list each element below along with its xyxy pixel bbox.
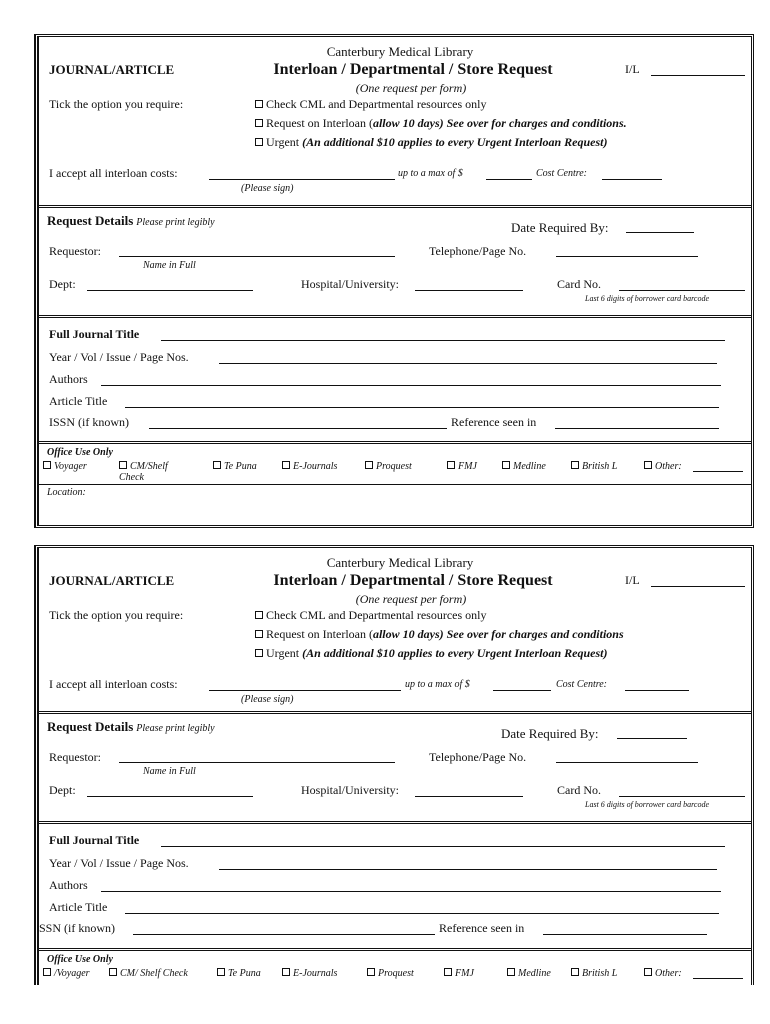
journal-section (39, 315, 751, 441)
cost-centre-field[interactable] (625, 690, 689, 691)
checkbox[interactable] (282, 461, 290, 469)
article-title-label: Article Title (49, 900, 108, 914)
checkbox[interactable] (255, 630, 263, 638)
authors-field[interactable] (101, 385, 721, 386)
year-vol-field[interactable] (219, 363, 717, 364)
office-te-puna[interactable]: Te Puna (217, 968, 261, 979)
option-check-cml[interactable]: Check CML and Departmental resources only (255, 98, 487, 110)
office-other-field[interactable] (693, 978, 743, 979)
reference-label: Reference seen in (451, 415, 537, 429)
office-use-section (39, 948, 751, 988)
issn-label: SSN (if known) (39, 921, 116, 935)
card-no-field[interactable] (619, 290, 745, 291)
checkbox[interactable] (644, 461, 652, 469)
full-journal-title-label: Full Journal Title (49, 327, 140, 341)
tick-label: Tick the option you require: (49, 97, 184, 111)
office-medline[interactable]: Medline (507, 968, 551, 979)
dept-label: Dept: (49, 783, 76, 797)
checkbox[interactable] (255, 100, 263, 108)
hospital-label: Hospital/University: (301, 277, 399, 291)
card-no-field[interactable] (619, 796, 745, 797)
form-header (39, 548, 751, 718)
office-proquest[interactable]: Proquest (365, 461, 412, 472)
request-details-section (39, 205, 751, 315)
card-no-label: Card No. (557, 277, 601, 291)
library-name: Canterbury Medical Library (326, 555, 474, 570)
option-check-cml[interactable]: Check CML and Departmental resources only (255, 609, 487, 621)
year-vol-field[interactable] (219, 869, 717, 870)
cost-centre-field[interactable] (602, 179, 662, 180)
option-urgent[interactable]: Urgent (An additional $10 applies to every Urgent Interloan Request) (255, 136, 607, 148)
hospital-label: Hospital/University: (301, 783, 399, 797)
one-request-note: (One request per form) (355, 592, 467, 606)
signature-field[interactable] (209, 690, 401, 691)
telephone-label: Telephone/Page No. (429, 244, 527, 258)
checkbox[interactable] (571, 968, 579, 976)
il-field[interactable] (651, 75, 745, 76)
office-ejournals[interactable]: E-Journals (282, 461, 337, 472)
il-label: I/L (625, 62, 640, 76)
full-journal-title-field[interactable] (161, 340, 725, 341)
reference-field[interactable] (555, 428, 719, 429)
journal-article-label: JOURNAL/ARTICLE (49, 62, 175, 77)
date-required-field[interactable] (626, 232, 694, 233)
telephone-field[interactable] (556, 762, 698, 763)
please-sign-note: (Please sign) (241, 694, 294, 705)
form-header (39, 37, 751, 207)
telephone-field[interactable] (556, 256, 698, 257)
checkbox[interactable] (444, 968, 452, 976)
date-required-label: Date Required By: (501, 726, 599, 741)
request-details-section (39, 711, 751, 821)
library-name: Canterbury Medical Library (326, 44, 474, 59)
date-required-field[interactable] (617, 738, 687, 739)
checkbox[interactable] (255, 119, 263, 127)
checkbox[interactable] (255, 649, 263, 657)
telephone-label: Telephone/Page No. (429, 750, 527, 764)
year-vol-label: Year / Vol / Issue / Page Nos. (49, 856, 189, 870)
journal-section (39, 821, 751, 948)
checkbox[interactable] (507, 968, 515, 976)
authors-field[interactable] (101, 891, 721, 892)
upto-label: up to a max of $ (405, 679, 470, 690)
option-interloan[interactable]: Request on Interloan (allow 10 days) See over for charges and conditions (255, 628, 624, 640)
year-vol-label: Year / Vol / Issue / Page Nos. (49, 350, 189, 364)
hospital-field[interactable] (415, 290, 523, 291)
checkbox[interactable] (43, 461, 51, 469)
dept-label: Dept: (49, 277, 76, 291)
form-title: Interloan / Departmental / Store Request (273, 572, 553, 589)
office-other[interactable]: Other: (644, 461, 682, 472)
accept-costs-label: I accept all interloan costs: (49, 166, 178, 180)
dept-field[interactable] (87, 290, 253, 291)
article-title-field[interactable] (125, 913, 719, 914)
office-check: Check (119, 472, 144, 483)
office-other-field[interactable] (693, 471, 743, 472)
card-hint: Last 6 digits of borrower card barcode (585, 294, 710, 303)
il-field[interactable] (651, 586, 745, 587)
name-in-full-note: Name in Full (143, 260, 196, 271)
checkbox[interactable] (365, 461, 373, 469)
please-sign-note: (Please sign) (241, 183, 294, 194)
authors-label: Authors (49, 878, 88, 892)
reference-field[interactable] (543, 934, 707, 935)
office-fmj[interactable]: FMJ (444, 968, 474, 979)
il-label: I/L (625, 573, 640, 587)
one-request-note: (One request per form) (355, 81, 467, 95)
max-amount-field[interactable] (493, 690, 551, 691)
divider (39, 484, 751, 485)
office-british[interactable]: British L (571, 461, 617, 472)
checkbox[interactable] (109, 968, 117, 976)
checkbox[interactable] (119, 461, 127, 469)
office-medline[interactable]: Medline (502, 461, 546, 472)
checkbox[interactable] (213, 461, 221, 469)
requestor-label: Requestor: (49, 244, 101, 258)
max-amount-field[interactable] (486, 179, 532, 180)
upto-label: up to a max of $ (398, 168, 463, 179)
checkbox[interactable] (447, 461, 455, 469)
office-british[interactable]: British L (571, 968, 617, 979)
reference-label: Reference seen in (439, 921, 525, 935)
checkbox[interactable] (367, 968, 375, 976)
article-title-field[interactable] (125, 407, 719, 408)
office-proquest[interactable]: Proquest (367, 968, 414, 979)
checkbox[interactable] (502, 461, 510, 469)
office-voyager[interactable]: Voyager (43, 461, 87, 472)
issn-label: ISSN (if known) (49, 415, 129, 429)
issn-field[interactable] (133, 934, 435, 935)
checkbox[interactable] (282, 968, 290, 976)
full-journal-title-label: Full Journal Title (49, 833, 140, 847)
accept-costs-label: I accept all interloan costs: (49, 677, 178, 691)
request-details-heading: Request Details Please print legibly (47, 213, 215, 228)
option-urgent[interactable]: Urgent (An additional $10 applies to every Urgent Interloan Request) (255, 647, 607, 659)
hospital-field[interactable] (415, 796, 523, 797)
checkbox[interactable] (217, 968, 225, 976)
office-other[interactable]: Other: (644, 968, 682, 979)
request-details-heading: Request Details Please print legibly (47, 719, 215, 734)
checkbox[interactable] (255, 611, 263, 619)
office-use-section (39, 441, 751, 525)
dept-field[interactable] (87, 796, 253, 797)
office-cm-shelf[interactable]: CM/Shelf (119, 461, 168, 472)
requestor-label: Requestor: (49, 750, 101, 764)
card-no-label: Card No. (557, 783, 601, 797)
cost-centre-label: Cost Centre: (556, 679, 608, 690)
authors-label: Authors (49, 372, 88, 386)
journal-article-label: JOURNAL/ARTICLE (49, 573, 175, 588)
checkbox[interactable] (43, 968, 51, 976)
office-fmj[interactable]: FMJ (447, 461, 477, 472)
name-in-full-note: Name in Full (143, 766, 196, 777)
card-hint: Last 6 digits of borrower card barcode (585, 800, 710, 809)
issn-field[interactable] (149, 428, 447, 429)
checkbox[interactable] (571, 461, 579, 469)
office-ejournals[interactable]: E-Journals (282, 968, 337, 979)
checkbox[interactable] (255, 138, 263, 146)
cost-centre-label: Cost Centre: (536, 168, 588, 179)
checkbox[interactable] (644, 968, 652, 976)
form-title: Interloan / Departmental / Store Request (273, 61, 553, 78)
option-interloan[interactable]: Request on Interloan (allow 10 days) See over for charges and conditions. (255, 117, 627, 129)
location-label: Location: (47, 487, 86, 498)
request-form-2 (34, 545, 754, 985)
office-use-heading: Office Use Only (47, 447, 113, 458)
requestor-field[interactable] (119, 762, 395, 763)
requestor-field[interactable] (119, 256, 395, 257)
office-voyager[interactable]: /Voyager (43, 968, 90, 979)
signature-field[interactable] (209, 179, 395, 180)
tick-label: Tick the option you require: (49, 608, 184, 622)
office-te-puna[interactable]: Te Puna (213, 461, 257, 472)
full-journal-title-field[interactable] (161, 846, 725, 847)
office-use-heading: Office Use Only (47, 954, 113, 965)
date-required-label: Date Required By: (511, 220, 609, 235)
request-form-1 (34, 34, 754, 528)
office-cm-shelf-check[interactable]: CM/ Shelf Check (109, 968, 188, 979)
article-title-label: Article Title (49, 394, 108, 408)
